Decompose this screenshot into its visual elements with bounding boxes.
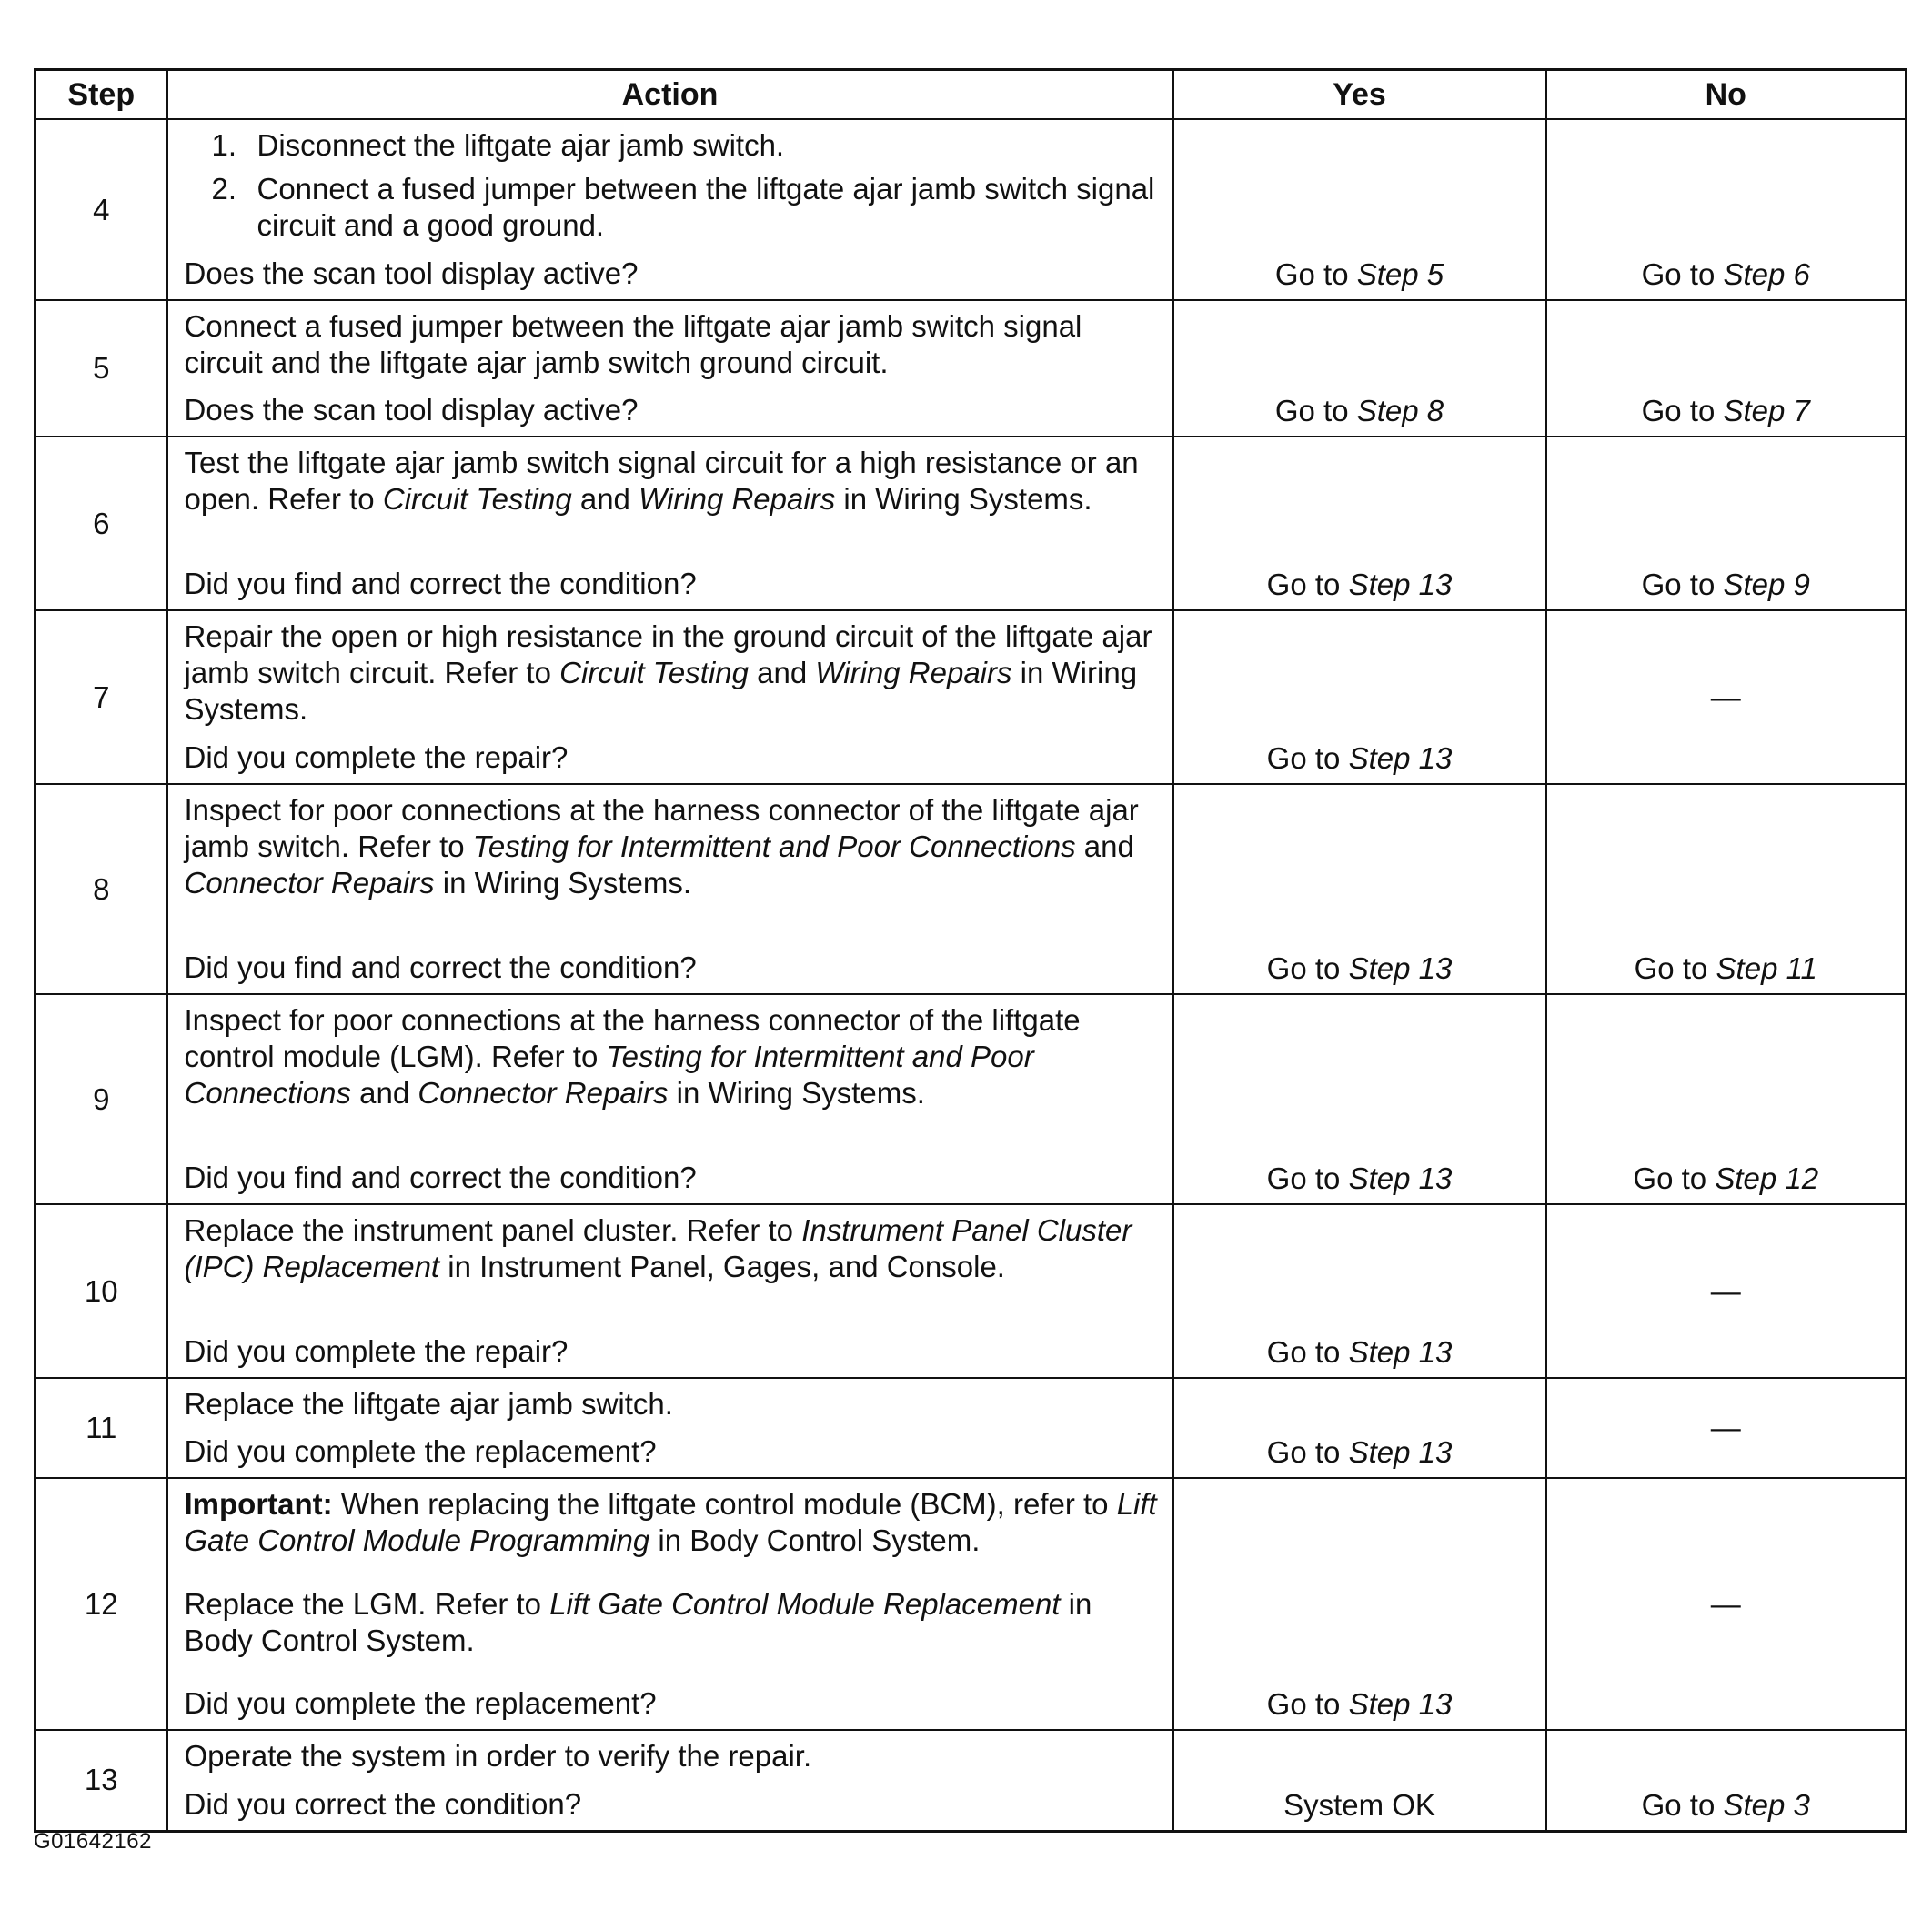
action-text-part: in Body Control System. — [184, 1586, 1092, 1657]
action-text — [185, 1212, 1160, 1285]
action-text-part: Inspect for poor connections at the harness connector of the liftgate ajar jamb switch. Refer to — [184, 793, 1139, 863]
step-reference: Step 13 — [1348, 1335, 1453, 1369]
action-cell — [167, 1730, 1173, 1831]
no-result — [1546, 1730, 1907, 1831]
table-row — [35, 1378, 1907, 1478]
list-number: 2. — [211, 172, 237, 206]
result-prefix: Go to — [1274, 394, 1357, 427]
list-text: Connect a fused jumper between the liftgate ajar jamb switch signal circuit and a good ground. — [257, 172, 1155, 242]
diagnostic-table — [34, 68, 1907, 1833]
yes-result — [1173, 1204, 1546, 1378]
table-row — [35, 300, 1907, 437]
step-reference: Step 11 — [1716, 951, 1817, 985]
action-question: Did you complete the repair? — [184, 1334, 569, 1368]
action-text-part: When replacing the liftgate control module (BCM), refer to — [332, 1487, 1117, 1521]
action-question: Does the scan tool display active? — [184, 256, 639, 290]
step-number: 7 — [35, 610, 167, 784]
reference-title: Connector Repairs — [184, 866, 435, 900]
action-text-part: Replace the instrument panel cluster. Refer to — [184, 1213, 802, 1247]
reference-title: Circuit Testing — [559, 656, 749, 689]
yes-result — [1173, 784, 1546, 994]
action-text — [185, 618, 1160, 728]
step-reference: Step 13 — [1348, 741, 1453, 775]
no-result-dash: — — [1546, 1478, 1907, 1730]
action-text-part: in Wiring Systems. — [668, 1076, 925, 1110]
result-prefix: Go to — [1266, 951, 1349, 985]
action-text-part: in Body Control System. — [649, 1523, 981, 1557]
figure-id: G01642162 — [34, 1829, 152, 1854]
reference-title: Lift Gate Control Module Programming — [184, 1487, 1157, 1557]
result-prefix: Go to — [1274, 257, 1357, 291]
header-action: Action — [167, 70, 1173, 120]
result-prefix: Go to — [1266, 1335, 1349, 1369]
step-number: 5 — [35, 300, 167, 437]
list-text: Disconnect the liftgate ajar jamb switch. — [257, 128, 785, 162]
result-prefix: Go to — [1266, 568, 1349, 601]
step-reference: Step 3 — [1723, 1787, 1810, 1822]
action-text-part: and — [571, 482, 639, 516]
table-row — [35, 1730, 1907, 1831]
action-text — [185, 792, 1160, 901]
yes-result — [1173, 437, 1546, 610]
action-text — [185, 445, 1160, 518]
result-prefix: Go to — [1266, 741, 1349, 775]
step-number: 9 — [35, 994, 167, 1204]
action-question: Did you find and correct the condition? — [184, 950, 697, 984]
reference-title: Testing for Intermittent and Poor Connections — [184, 1040, 1034, 1110]
step-reference: Step 8 — [1356, 394, 1444, 427]
header-no: No — [1546, 70, 1907, 120]
table-row — [35, 610, 1907, 784]
list-item — [185, 171, 1160, 244]
step-number: 10 — [35, 1204, 167, 1378]
header-row — [35, 70, 1907, 120]
action-cell — [167, 119, 1173, 300]
table-row — [35, 1204, 1907, 1378]
action-cell — [167, 1478, 1173, 1730]
no-result — [1546, 437, 1907, 610]
no-result-dash: — — [1546, 1204, 1907, 1378]
reference-title: Circuit Testing — [382, 482, 572, 516]
table-row — [35, 784, 1907, 994]
action-question: Did you find and correct the condition? — [184, 1161, 697, 1194]
action-question: Did you find and correct the condition? — [184, 567, 697, 600]
result-prefix: Go to — [1266, 1161, 1349, 1195]
header-step: Step — [35, 70, 167, 120]
important-label: Important: — [184, 1487, 333, 1521]
no-result — [1546, 784, 1907, 994]
step-reference: Step 13 — [1348, 1435, 1453, 1469]
yes-result: System OK — [1173, 1730, 1546, 1831]
action-text-part: Replace the LGM. Refer to — [184, 1586, 550, 1621]
action-text-part: Repair the open or high resistance in the ground circuit of the liftgate ajar jamb switch circuit. Refer to — [184, 619, 1152, 689]
step-reference: Step 7 — [1723, 394, 1810, 427]
step-number: 13 — [35, 1730, 167, 1831]
yes-result — [1173, 119, 1546, 300]
reference-title: Connector Repairs — [418, 1076, 669, 1110]
yes-result — [1173, 1478, 1546, 1730]
no-result — [1546, 119, 1907, 300]
step-number: 6 — [35, 437, 167, 610]
result-prefix: Go to — [1641, 1787, 1724, 1822]
action-question: Did you complete the replacement? — [184, 1434, 657, 1468]
action-cell — [167, 610, 1173, 784]
reference-title: Lift Gate Control Module Replacement — [549, 1586, 1061, 1621]
action-question: Did you complete the repair? — [184, 740, 569, 774]
action-text-part: and — [350, 1076, 418, 1110]
action-cell — [167, 994, 1173, 1204]
step-number: 4 — [35, 119, 167, 300]
action-cell — [167, 1378, 1173, 1478]
action-question: Does the scan tool display active? — [184, 393, 639, 427]
important-note — [185, 1486, 1160, 1559]
step-reference: Step 12 — [1715, 1161, 1819, 1195]
action-question: Did you complete the replacement? — [184, 1686, 657, 1720]
action-text-part: in Wiring Systems. — [434, 866, 692, 900]
action-cell — [167, 300, 1173, 437]
step-reference: Step 5 — [1356, 257, 1444, 291]
action-text-part: in Wiring Systems. — [835, 482, 1092, 516]
action-text-part: Test the liftgate ajar jamb switch signal circuit for a high resistance or an open. Refer to — [184, 446, 1139, 516]
action-text: Replace the liftgate ajar jamb switch. — [184, 1387, 673, 1421]
table-row — [35, 119, 1907, 300]
result-prefix: Go to — [1641, 257, 1724, 291]
step-number: 8 — [35, 784, 167, 994]
table-row — [35, 1478, 1907, 1730]
list-number: 1. — [211, 128, 237, 162]
step-reference: Step 13 — [1348, 568, 1453, 601]
reference-title: Wiring Repairs — [815, 656, 1012, 689]
result-prefix: Go to — [1266, 1435, 1349, 1469]
table-row — [35, 437, 1907, 610]
no-result-dash: — — [1546, 610, 1907, 784]
step-reference: Step 13 — [1348, 1161, 1453, 1195]
result-prefix: Go to — [1633, 1161, 1716, 1195]
result-prefix: Go to — [1266, 1687, 1349, 1721]
step-reference: Step 13 — [1348, 951, 1453, 985]
step-reference: Step 13 — [1348, 1687, 1453, 1721]
step-reference: Step 9 — [1723, 568, 1810, 601]
no-result-dash: — — [1546, 1378, 1907, 1478]
step-number: 12 — [35, 1478, 167, 1730]
action-cell — [167, 437, 1173, 610]
no-result — [1546, 300, 1907, 437]
no-result — [1546, 994, 1907, 1204]
header-yes: Yes — [1173, 70, 1546, 120]
action-text-part: in Wiring Systems. — [184, 656, 1138, 726]
action-cell — [167, 1204, 1173, 1378]
action-question: Did you correct the condition? — [184, 1786, 582, 1821]
yes-result — [1173, 300, 1546, 437]
action-text — [185, 1002, 1160, 1111]
action-text — [185, 1586, 1160, 1659]
action-text: Operate the system in order to verify the repair. — [184, 1739, 812, 1773]
result-prefix: Go to — [1641, 394, 1724, 427]
action-cell — [167, 784, 1173, 994]
table-row — [35, 994, 1907, 1204]
action-text: Connect a fused jumper between the liftgate ajar jamb switch signal circuit and the liftgate ajar jamb switch ground circuit. — [184, 309, 1082, 379]
result-prefix: Go to — [1641, 568, 1724, 601]
reference-title: Testing for Intermittent and Poor Connections — [472, 829, 1076, 863]
action-text-part: in Instrument Panel, Gages, and Console. — [439, 1250, 1005, 1283]
yes-result — [1173, 994, 1546, 1204]
step-number: 11 — [35, 1378, 167, 1478]
reference-title: Wiring Repairs — [639, 482, 836, 516]
result-prefix: Go to — [1634, 951, 1716, 985]
action-text-part: and — [1075, 829, 1134, 863]
reference-title: Instrument Panel Cluster (IPC) Replacement — [184, 1213, 1132, 1283]
action-text-part: Inspect for poor connections at the harness connector of the liftgate control module (LGM). Refer to — [184, 1003, 1081, 1073]
step-reference: Step 6 — [1723, 257, 1810, 291]
action-text-part: and — [749, 656, 816, 689]
yes-result — [1173, 1378, 1546, 1478]
list-item — [185, 127, 1160, 164]
yes-result — [1173, 610, 1546, 784]
